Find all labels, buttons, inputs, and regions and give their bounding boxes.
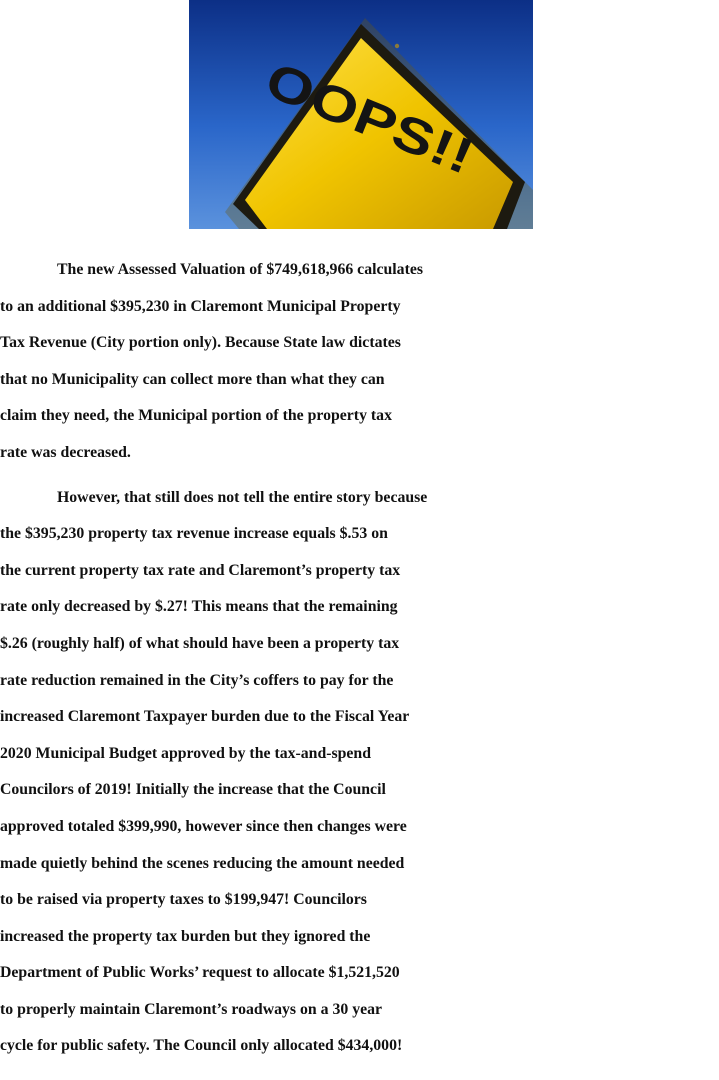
text-line: Tax Revenue (City portion only). Because State law dictates (0, 334, 401, 352)
text-line: rate only decreased by $.27! This means that the remaining (0, 598, 398, 616)
text-line: The new Assessed Valuation of $749,618,966 calculates (57, 261, 423, 278)
text-line: $.26 (roughly half) of what should have been a property tax (0, 634, 400, 652)
oops-road-sign-graphic (189, 0, 533, 229)
text-line: cycle for public safety. The Council only allocated $434,000! (0, 1037, 403, 1055)
text-line: the current property tax rate and Claremont’s property tax (0, 561, 401, 579)
text-line: 2020 Municipal Budget approved by the tax-and-spend (0, 744, 372, 762)
text-line: Department of Public Works’ request to allocate $1,521,520 (0, 964, 400, 982)
text-line: approved totaled $399,990, however since then changes were (0, 817, 407, 835)
paragraph-assessed-valuation (0, 252, 719, 472)
text-line: increased Claremont Taxpayer burden due to the Fiscal Year (0, 708, 410, 726)
text-line: to properly maintain Claremont’s roadways on a 30 year (0, 1000, 383, 1018)
text-line: made quietly behind the scenes reducing the amount needed (0, 854, 405, 872)
text-line: Councilors of 2019! Initially the increase that the Council (0, 781, 386, 799)
text-line: the $395,230 property tax revenue increase equals $.53 on (0, 525, 388, 543)
text-line: rate was decreased. (0, 443, 131, 461)
oops-sign-image (189, 0, 533, 229)
text-line: rate reduction remained in the City’s coffers to pay for the (0, 671, 394, 689)
text-line: that no Municipality can collect more than what they can (0, 370, 385, 388)
text-line: claim they need, the Municipal portion of the property tax (0, 407, 392, 425)
text-line: However, that still does not tell the entire story because (57, 488, 428, 506)
text-line: to an additional $395,230 in Claremont Municipal Property (0, 297, 401, 315)
article-text (0, 252, 719, 1065)
paragraph-entire-story (0, 480, 719, 1066)
text-line: to be raised via property taxes to $199,947! Councilors (0, 891, 367, 909)
sign-text: OOPS!! (257, 51, 444, 170)
text-line: increased the property tax burden but they ignored the (0, 927, 371, 945)
